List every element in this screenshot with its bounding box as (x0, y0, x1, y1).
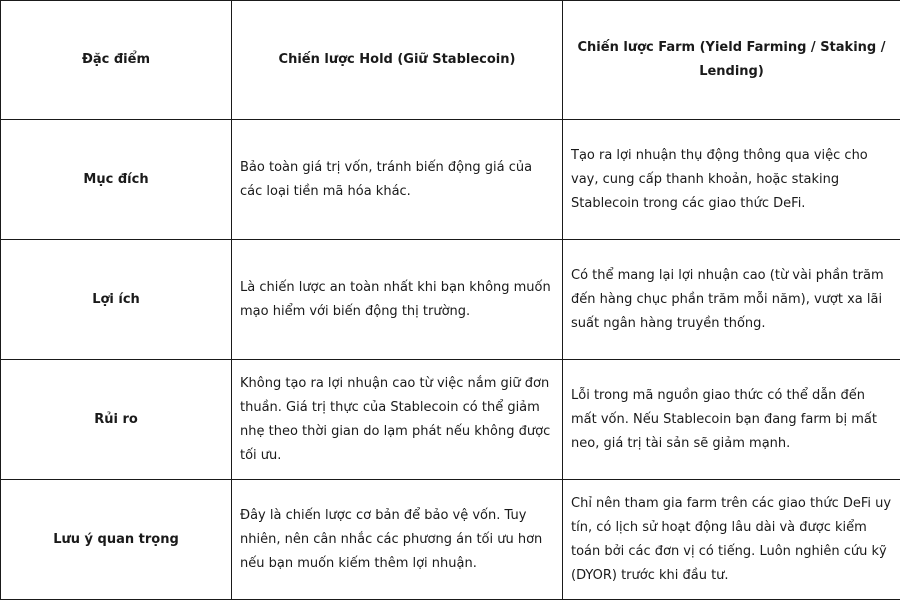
hold-cell: Đây là chiến lược cơ bản để bảo vệ vốn. Tuy nhiên, nên cân nhắc các phương án tối ưu hơn nếu bạn muốn kiếm thêm lợi nhuận. (232, 480, 563, 600)
farm-cell: Lỗi trong mã nguồn giao thức có thể dẫn đến mất vốn. Nếu Stablecoin bạn đang farm bị mất neo, giá trị tài sản sẽ giảm mạnh. (563, 360, 900, 480)
hold-cell: Bảo toàn giá trị vốn, tránh biến động giá của các loại tiền mã hóa khác. (232, 120, 563, 240)
table-row (1, 480, 900, 600)
farm-cell: Chỉ nên tham gia farm trên các giao thức DeFi uy tín, có lịch sử hoạt động lâu dài và được kiểm toán bởi các đơn vị có tiếng. Luôn nghiên cứu kỹ (DYOR) trước khi đầu tư. (563, 480, 900, 600)
farm-cell: Có thể mang lại lợi nhuận cao (từ vài phần trăm đến hàng chục phần trăm mỗi năm), vượt xa lãi suất ngân hàng truyền thống. (563, 240, 900, 360)
header-farm-strategy: Chiến lược Farm (Yield Farming / Staking / Lending) (563, 1, 900, 120)
header-feature: Đặc điểm (1, 1, 232, 120)
header-row (1, 1, 900, 120)
farm-cell: Tạo ra lợi nhuận thụ động thông qua việc cho vay, cung cấp thanh khoản, hoặc staking Stablecoin trong các giao thức DeFi. (563, 120, 900, 240)
table-row (1, 120, 900, 240)
header-hold-strategy: Chiến lược Hold (Giữ Stablecoin) (232, 1, 563, 120)
table-row (1, 240, 900, 360)
feature-cell: Mục đích (1, 120, 232, 240)
hold-cell: Là chiến lược an toàn nhất khi bạn không muốn mạo hiểm với biến động thị trường. (232, 240, 563, 360)
feature-cell: Lưu ý quan trọng (1, 480, 232, 600)
feature-cell: Lợi ích (1, 240, 232, 360)
feature-cell: Rủi ro (1, 360, 232, 480)
table-row (1, 360, 900, 480)
hold-cell: Không tạo ra lợi nhuận cao từ việc nắm giữ đơn thuần. Giá trị thực của Stablecoin có thể giảm nhẹ theo thời gian do lạm phát nếu không được tối ưu. (232, 360, 563, 480)
